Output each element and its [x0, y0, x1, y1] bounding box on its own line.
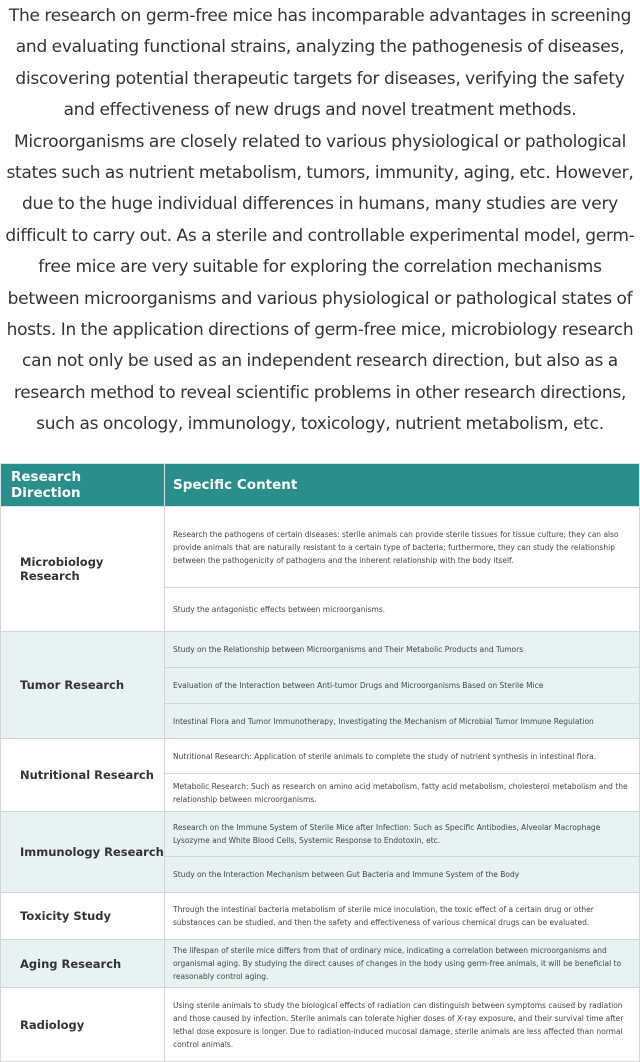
table-row-immunology	[1, 812, 640, 893]
direction-cell: Immunology Research	[1, 812, 165, 893]
direction-cell: Toxicity Study	[1, 893, 165, 940]
direction-cell: Aging Research	[1, 940, 165, 988]
direction-cell: Nutritional Research	[1, 739, 165, 812]
content-item: Metabolic Research: Such as research on amino acid metabolism, fatty acid metabolism, cholesterol metabolism and the relationship between microorganisms.	[173, 781, 628, 804]
header-research-direction: Research Direction	[1, 464, 165, 507]
content-cell	[165, 739, 640, 812]
content-item: Through the intestinal bacteria metabolism of sterile mice inoculation, the toxic effect of a certain drug or other substances can be studied, and then the safety and effectiveness of various chemical drugs can be evaluated.	[165, 893, 640, 940]
content-item: Using sterile animals to study the biological effects of radiation can distinguish between symptoms caused by radiation and those caused by infection. Sterile animals can tolerate higher doses of X-ray exposure, and their survival time after lethal dose exposure is longer. Due to radiation-induced mucosal damage, sterile animals are less affected than normal control animals.	[165, 988, 640, 1062]
content-cell	[165, 812, 640, 893]
content-item: Study on the Relationship between Microorganisms and Their Metabolic Products and Tumors	[165, 632, 639, 668]
table-header-row	[1, 464, 640, 507]
content-item: Study the antagonistic effects between microorganisms.	[173, 605, 386, 614]
content-item: Research the pathogens of certain diseases: sterile animals can provide sterile tissues for tissue culture; they can also provide animals that are naturally resistant to a certain type of bacteria; furthermore, they can study the relationship between the pathogenicity of pathogens and the inherent relationship with the body itself.	[165, 507, 639, 588]
intro-paragraph: The research on germ-free mice has incomparable advantages in screening and evaluating functional strains, analyzing the pathogenesis of diseases, discovering potential therapeutic targets for diseases, verifying the safety and effectiveness of new drugs and novel treatment methods. Microorganisms are closely related to various physiological or pathological states such as nutrient metabolism, tumors, immunity, aging, etc. However, due to the huge individual differences in humans, many studies are very difficult to carry out. As a sterile and controllable experimental model, germ-free mice are very suitable for exploring the correlation mechanisms between microorganisms and various physiological or pathological states of hosts. In the application directions of germ-free mice, microbiology research can not only be used as an independent research direction, but also as a research method to reveal scientific problems in other research directions, such as oncology, immunology, toxicology, nutrient metabolism, etc.	[5, 6, 635, 435]
table-row-toxicity	[1, 893, 640, 940]
table-row-tumor	[1, 632, 640, 739]
content-item: Research on the Immune System of Sterile Mice after Infection: Such as Specific Antibodies, Alveolar Macrophage Lysozyme and White Blood Cells, Systemic Response to Endotoxin, etc.	[165, 812, 639, 857]
content-item: The lifespan of sterile mice differs from that of ordinary mice, indicating a correlation between microorganisms and organismal aging. By studying the direct causes of changes in the body using germ-free animals, it will be beneficial to reasonably control aging.	[165, 940, 640, 988]
research-directions-table	[0, 463, 640, 1062]
content-item: Intestinal Flora and Tumor Immunotherapy, Investigating the Mechanism of Microbial Tumor Immune Regulation	[173, 716, 594, 726]
content-cell	[165, 632, 640, 739]
content-item: Nutritional Research: Application of sterile animals to complete the study of nutrient synthesis in intestinal flora.	[165, 739, 639, 774]
content-cell	[165, 507, 640, 632]
table-row-aging	[1, 940, 640, 988]
content-item: Study on the Interaction Mechanism between Gut Bacteria and Immune System of the Body	[173, 870, 520, 879]
table-row-nutritional	[1, 739, 640, 812]
direction-cell: Microbiology Research	[1, 507, 165, 632]
direction-cell: Radiology	[1, 988, 165, 1062]
content-item: Evaluation of the Interaction between Anti-tumor Drugs and Microorganisms Based on Sterile Mice	[165, 668, 639, 704]
header-specific-content: Specific Content	[165, 464, 640, 507]
table-row-microbiology	[1, 507, 640, 632]
table-row-radiology	[1, 988, 640, 1062]
direction-cell: Tumor Research	[1, 632, 165, 739]
